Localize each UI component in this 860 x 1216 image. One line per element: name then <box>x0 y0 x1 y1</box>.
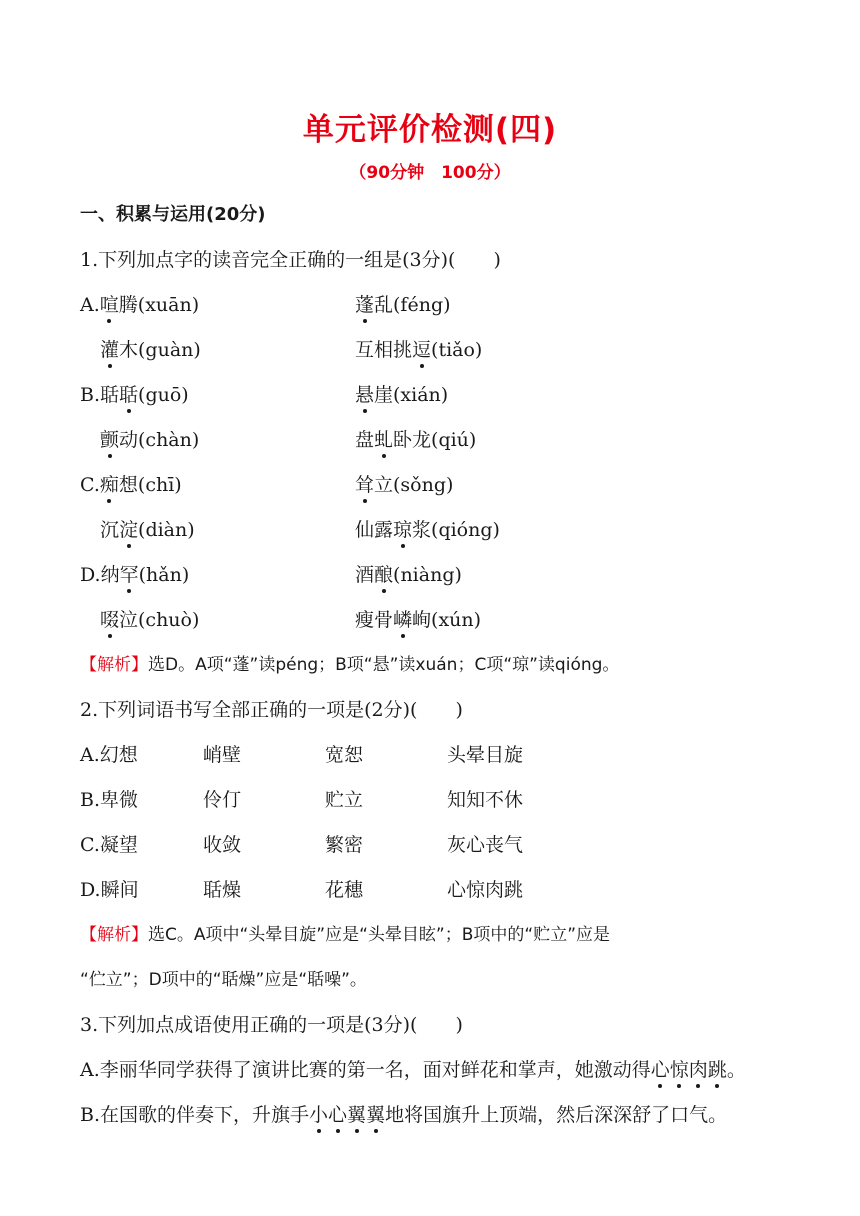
word-text: 瘦骨 <box>355 609 394 631</box>
analysis-text: 选C。A项中“头晕目旋”应是“头晕目眩”；B项中的“贮立”应是 <box>148 925 611 945</box>
option-cell: 聒燥 <box>203 879 242 901</box>
option-c-right-word <box>355 517 500 543</box>
option-cell: 心惊肉跳 <box>447 879 524 901</box>
question-3-option-a <box>80 1057 746 1083</box>
word-text: 聒 <box>100 384 120 406</box>
word-text: (niàng) <box>393 564 462 586</box>
dotted-character: 罕 <box>119 564 139 586</box>
option-c-left-word <box>80 472 182 498</box>
option-cell: 头晕目旋 <box>447 744 524 766</box>
option-label: C. <box>80 474 100 496</box>
option-b-right-word <box>355 427 476 453</box>
option-word <box>355 564 462 586</box>
dotted-character: 惊 <box>669 1059 689 1081</box>
question-2-analysis-line-1 <box>80 922 610 948</box>
word-text: 峋(xún) <box>412 609 482 631</box>
option-cell: B.卑微 <box>80 789 139 811</box>
word-text: 想(chī) <box>118 474 182 496</box>
word-text: (diàn) <box>138 519 195 541</box>
option-c-right-word <box>355 472 453 498</box>
option-label: D. <box>80 564 101 586</box>
dotted-character: 啜 <box>100 609 120 631</box>
analysis-text: 选D。A项“蓬”读péng；B项“悬”读xuán；C项“琼”读qióng。 <box>148 655 620 675</box>
option-a-left-word <box>80 292 199 318</box>
dotted-character: 心 <box>328 1104 348 1126</box>
option-word <box>100 429 199 451</box>
analysis-tag: 【解析】 <box>80 655 148 675</box>
option-word <box>355 384 448 406</box>
word-text: 互相挑 <box>355 339 413 361</box>
option-a-right-word <box>355 337 482 363</box>
word-text: 卧龙(qiú) <box>393 429 477 451</box>
dotted-character: 心 <box>650 1059 670 1081</box>
option-b-right-word <box>355 382 448 408</box>
question-1-analysis <box>80 652 619 678</box>
option-word <box>100 294 199 316</box>
dotted-character: 蓬 <box>355 294 375 316</box>
option-cell: 繁密 <box>325 834 364 856</box>
dotted-character: 逗 <box>412 339 432 361</box>
dotted-character: 翼 <box>347 1104 367 1126</box>
option-cell: 峭壁 <box>203 744 242 766</box>
word-text: 泣(chuò) <box>119 609 200 631</box>
word-text: 崖(xián) <box>374 384 449 406</box>
option-word <box>355 474 453 496</box>
option-text: A.李丽华同学获得了演讲比赛的第一名，面对鲜花和掌声，她激动得 <box>80 1059 651 1081</box>
option-word <box>100 519 195 541</box>
option-word <box>355 339 482 361</box>
option-word <box>100 384 189 406</box>
dotted-character: 颤 <box>100 429 120 451</box>
dotted-character: 酿 <box>374 564 394 586</box>
word-text: 仙露 <box>355 519 394 541</box>
dotted-character: 灌 <box>100 339 120 361</box>
option-cell: 知知不休 <box>447 789 524 811</box>
dotted-character: 淀 <box>119 519 139 541</box>
word-text: 乱(féng) <box>374 294 451 316</box>
option-b-left-word <box>100 427 199 453</box>
word-text: 盘 <box>355 429 375 451</box>
option-cell: C.凝望 <box>80 834 138 856</box>
option-b-left-word <box>80 382 189 408</box>
dotted-character: 跳 <box>707 1059 727 1081</box>
option-word <box>355 609 481 631</box>
word-text: 木(guàn) <box>119 339 201 361</box>
dotted-character: 肉 <box>688 1059 708 1081</box>
option-d-left-word <box>80 562 189 588</box>
word-text: 酒 <box>355 564 375 586</box>
word-text: 纳 <box>100 564 120 586</box>
dotted-character: 耸 <box>355 474 375 496</box>
dotted-character: 聒 <box>119 384 139 406</box>
analysis-tag: 【解析】 <box>80 925 148 945</box>
dotted-character: 翼 <box>366 1104 386 1126</box>
option-label: A. <box>80 294 100 316</box>
option-cell: 灰心丧气 <box>447 834 524 856</box>
option-word <box>355 429 476 451</box>
question-2-analysis-line-2: “伫立”；D项中的“聒燥”应是“聒噪”。 <box>80 970 367 990</box>
word-text: (guō) <box>138 384 189 406</box>
option-text: 。 <box>726 1059 746 1081</box>
option-word <box>100 609 199 631</box>
page-subtitle: （90分钟 100分） <box>349 163 511 183</box>
question-3-stem: 3.下列加点成语使用正确的一项是(3分)( ) <box>80 1014 463 1036</box>
option-d-left-word <box>100 607 199 633</box>
word-text: 动(chàn) <box>119 429 200 451</box>
section-heading: 一、积累与运用(20分) <box>80 204 266 225</box>
option-a-left-word <box>100 337 201 363</box>
option-cell: 伶仃 <box>203 789 242 811</box>
question-1-stem: 1.下列加点字的读音完全正确的一组是(3分)( ) <box>80 249 501 271</box>
question-2-stem: 2.下列词语书写全部正确的一项是(2分)( ) <box>80 699 463 721</box>
question-3-option-b <box>80 1102 727 1128</box>
dotted-character: 痴 <box>99 474 119 496</box>
option-cell: 收敛 <box>203 834 242 856</box>
option-cell: 花穗 <box>325 879 364 901</box>
option-word <box>101 564 190 586</box>
option-text: 地将国旗升上顶端，然后深深舒了口气。 <box>385 1104 728 1126</box>
option-word <box>355 294 451 316</box>
dotted-character: 琼 <box>393 519 413 541</box>
option-cell: D.瞬间 <box>80 879 139 901</box>
page-title: 单元评价检测(四) <box>302 112 558 148</box>
word-text: (tiǎo) <box>431 339 483 361</box>
dotted-character: 悬 <box>355 384 375 406</box>
word-text: 沉 <box>100 519 120 541</box>
option-text: B.在国歌的伴奏下，升旗手 <box>80 1104 310 1126</box>
option-c-left-word <box>100 517 195 543</box>
option-cell: 宽恕 <box>325 744 364 766</box>
option-a-right-word <box>355 292 451 318</box>
dotted-character: 小 <box>309 1104 329 1126</box>
option-word <box>100 339 201 361</box>
option-d-right-word <box>355 562 462 588</box>
word-text: (hǎn) <box>138 564 190 586</box>
option-cell: 贮立 <box>325 789 364 811</box>
word-text: 浆(qióng) <box>412 519 500 541</box>
word-text: 腾(xuān) <box>118 294 200 316</box>
dotted-character: 喧 <box>99 294 119 316</box>
option-word <box>100 474 182 496</box>
word-text: 立(sǒng) <box>374 474 454 496</box>
option-word <box>355 519 500 541</box>
option-cell: A.幻想 <box>80 744 138 766</box>
option-label: B. <box>80 384 101 406</box>
dotted-character: 虬 <box>374 429 394 451</box>
option-d-right-word <box>355 607 481 633</box>
dotted-character: 嶙 <box>393 609 413 631</box>
